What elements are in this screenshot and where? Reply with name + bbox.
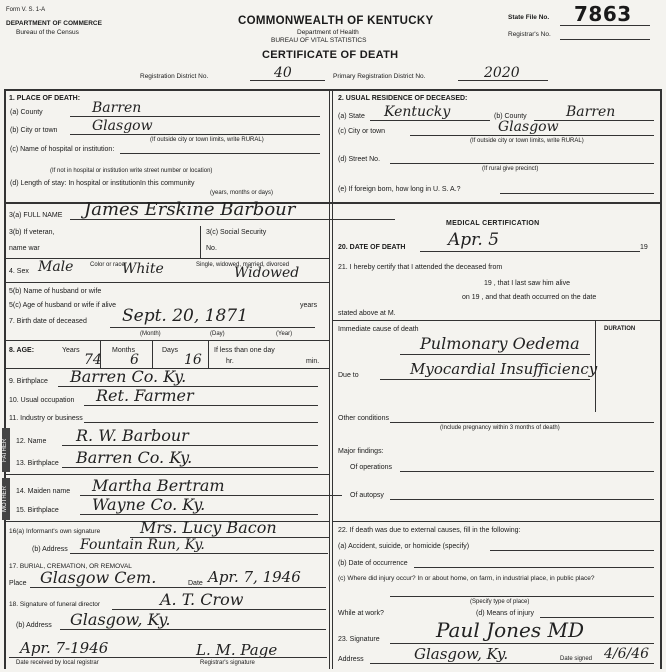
major-label: Major findings: [338,448,384,455]
registrar-no-label: Registrar's No. [508,31,551,38]
sex-label: 4. Sex [9,268,29,275]
res-state-value: Kentucky [384,104,451,120]
means-label: (d) Means of injury [476,610,534,617]
age-years-value: 74 [84,352,102,368]
frame-left [4,89,6,669]
father-name-value: R. W. Barbour [76,426,189,445]
name-war-label: name war [9,245,40,252]
immediate-label: Immediate cause of death [338,326,419,333]
external-label: 22. If death was due to external causes, fill in the following: [338,527,521,534]
reg-district-line [250,80,325,81]
date-death-line [420,251,640,252]
rural-note: (If rural give precinct) [482,166,539,172]
date-signed-value: 4/6/46 [604,646,650,662]
other-conditions-line [390,422,654,423]
veteran-label: 3(b) If veteran, [9,229,55,236]
row-divider-5 [4,282,329,283]
received-label: Date received by local registrar [16,660,99,666]
res-city-label: (c) City or town [338,128,386,135]
mother-name-value: Martha Bertram [92,476,225,495]
birthplace-label: 9. Birthplace [9,378,48,385]
sex-value: Male [38,259,74,275]
state-file-line [560,25,650,26]
certify-1: 21. I hereby certify that I attended the deceased from [338,264,503,271]
father-name-label: 12. Name [16,438,47,445]
full-name-label: 3(a) FULL NAME [9,212,63,219]
immediate-line [400,354,590,355]
res-county-value: Barren [566,104,616,120]
father-birth-value: Barren Co. Ky. [76,448,193,467]
registrar-line [9,657,327,658]
date-death-label: 20. DATE OF DEATH [338,244,406,251]
occupation-label: 10. Usual occupation [9,397,75,404]
birth-label: 7. Birth date of deceased [9,318,87,325]
hospital-label: (c) Name of hospital or institution: [10,146,115,153]
color-label: Color or race [90,262,125,268]
funeral-addr-line [60,629,326,630]
frame-mid-a [329,89,330,669]
due-label: Due to [338,372,359,379]
mother-birth-label: 15. Birthplace [16,507,59,514]
occurrence-line [414,567,654,568]
father-bar: FATHER [2,428,10,472]
res-city-line [410,135,654,136]
burial-date-value: Apr. 7, 1946 [208,568,301,586]
mother-name-label: 14. Maiden name [16,488,71,495]
street-line [390,163,654,164]
address-value: Glasgow, Ky. [414,645,509,663]
date-signed-label: Date signed [560,656,593,662]
length-note: (years, months or days) [210,190,274,196]
res-county-label: (b) County [494,113,527,120]
funeral-label: 18. Signature of funeral director [9,601,101,608]
occupation-value: Ret. Farmer [96,386,194,405]
registrar-value: L. M. Page [196,641,278,659]
state-title: COMMONWEALTH OF KENTUCKY [238,15,434,27]
duration-label: DURATION [604,326,636,332]
specify-type-note: (Specify type of place) [470,599,530,605]
occurrence-label: (b) Date of occurrence [338,560,408,567]
operations-line [400,471,654,472]
marital-label: Single, widowed, married, divorced [196,262,290,268]
frame-mid-b [332,89,333,669]
burial-line [30,587,326,588]
father-name-line [62,445,318,446]
social-sec-divider [200,226,201,258]
hospital-note: (If not in hospital or institution write street number or location) [50,168,213,174]
age-label: 8. AGE: [9,347,35,354]
external-top [332,521,660,522]
frame-top [4,89,662,91]
city-note: (If outside city or town limits, write RURAL) [150,137,264,143]
bureau-census: Bureau of the Census [16,29,79,36]
age-div-1 [100,340,101,368]
where-line [390,596,654,597]
date-death-value: Apr. 5 [448,230,500,250]
social-no-label: No. [206,245,217,252]
full-name-line [70,219,395,220]
foreign-label: (e) If foreign born, how long in U. S. A.? [338,186,461,193]
informant-value: Mrs. Lucy Bacon [140,518,277,537]
birth-value: Sept. 20, 1871 [122,306,248,326]
hospital-line [120,153,320,154]
registrar-no-line [560,39,650,40]
county-label: (a) County [10,109,43,116]
bureau-vital: BUREAU OF VITAL STATISTICS [271,37,367,44]
reg-district-label: Registration District No. [140,73,209,80]
years-label: years [300,302,318,309]
address-line [370,663,654,664]
county-line [70,116,320,117]
industry-label: 11. Industry or business [9,415,83,422]
city-line [70,134,320,135]
row-divider-parents [4,474,329,475]
primary-district-number: 2020 [484,65,520,81]
state-file-label: State File No. [508,14,550,21]
street-label: (d) Street No. [338,156,381,163]
city-label: (b) City or town [10,127,58,134]
city-value: Glasgow [92,118,153,134]
foreign-line [500,193,654,194]
spouse-age-label: 5(c) Age of husband or wife if alive [9,302,117,309]
age-days-value: 16 [184,352,202,368]
day-label: (Day) [210,331,225,337]
accident-line [490,550,654,551]
place-of-death-label: 1. PLACE OF DEATH: [9,95,81,102]
occupation-line [84,405,318,406]
certificate-title: CERTIFICATE OF DEATH [262,49,399,61]
age-years-label: Years [62,347,80,354]
county-value: Barren [92,100,142,116]
father-birth-label: 13. Birthplace [16,460,59,467]
other-conditions-label: Other conditions [338,415,389,422]
hr-label: hr. [226,358,234,365]
certify-4: stated above at M. [338,310,396,317]
operations-label: Of operations [350,464,393,471]
age-div-3 [208,340,209,368]
due-value: Myocardial Insufficiency [410,360,598,378]
where-label: (c) Where did injury occur? In or about home, on farm, in industrial place, in public place? [338,575,595,582]
mother-bar: MOTHER [2,478,10,520]
funeral-value: A. T. Crow [160,590,244,609]
signature-label: 23. Signature [338,636,380,643]
informant-addr-value: Fountain Run, Ky. [80,537,205,553]
burial-place-label: Place [9,580,27,587]
informant-addr-label: (b) Address [32,546,68,553]
length-label: (d) Length of stay: In hospital or institution [10,180,140,187]
less-day-label: If less than one day [214,347,275,354]
full-name-value: James Erskine Barbour [84,199,296,220]
industry-line [84,422,318,423]
funeral-addr-value: Glasgow, Ky. [70,610,171,629]
year-label: (Year) [276,331,293,337]
state-file-number: 7863 [574,2,632,26]
burial-label: 17. BURIAL, CREMATION, OR REMOVAL [9,563,132,570]
month-label: (Month) [140,331,161,337]
res-city-note: (If outside city or town limits, write RURAL) [470,138,584,144]
accident-label: (a) Accident, suicide, or homicide (specify) [338,543,470,550]
birth-line [110,327,315,328]
informant-addr-line [70,553,328,554]
immediate-value: Pulmonary Oedema [420,334,580,353]
frame-right [660,89,662,669]
color-value: White [122,261,164,277]
mother-birth-value: Wayne Co. Ky. [92,495,206,514]
mother-birth-line [80,514,318,515]
date-death-19: 19 [640,244,648,251]
signature-value: Paul Jones MD [436,618,585,642]
marital-value: Widowed [234,265,300,281]
age-div-2 [152,340,153,368]
spouse-label: 5(b) Name of husband or wife [9,288,102,295]
age-months-label: Months [112,347,135,354]
certify-3: on 19 , and that death occurred on the date [462,294,597,301]
dept-commerce: DEPARTMENT OF COMMERCE [6,20,102,27]
primary-district-label: Primary Registration District No. [333,73,426,80]
reg-district-number: 40 [274,65,292,81]
signature-line [390,643,654,644]
res-state-line [370,120,490,121]
pregnancy-note: (Include pregnancy within 3 months of death) [440,425,560,431]
res-city-value: Glasgow [498,119,559,135]
dept-health: Department of Health [297,29,359,36]
row-divider-8 [4,340,329,341]
min-label: min. [306,358,320,365]
received-date-value: Apr. 7-1946 [20,639,109,657]
work-label: While at work? [338,610,384,617]
community-label: In this community [140,180,195,187]
immediate-top [332,320,660,321]
burial-date-label: Date [188,580,203,587]
informant-label: 16(a) Informant's own signature [9,528,101,535]
registrar-label: Registrar's signature [200,660,255,666]
form-number: Form V. S. 1-A [6,7,46,13]
autopsy-line [390,499,654,500]
address-label: Address [338,656,364,663]
age-days-label: Days [162,347,178,354]
medical-title: MEDICAL CERTIFICATION [446,220,540,227]
social-security-label: 3(c) Social Security [206,229,267,236]
age-months-value: 6 [130,352,139,368]
autopsy-label: Of autopsy [350,492,384,499]
father-birth-line [62,467,318,468]
residence-label: 2. USUAL RESIDENCE OF DECEASED: [338,95,468,102]
birthplace-value: Barren Co. Ky. [70,367,187,386]
burial-place-value: Glasgow Cem. [40,568,157,587]
primary-district-line [458,80,548,81]
funeral-addr-label: (b) Address [16,622,52,629]
certify-2: 19 , that I last saw him alive [484,280,570,287]
res-state-label: (a) State [338,113,365,120]
due-line [380,379,590,380]
